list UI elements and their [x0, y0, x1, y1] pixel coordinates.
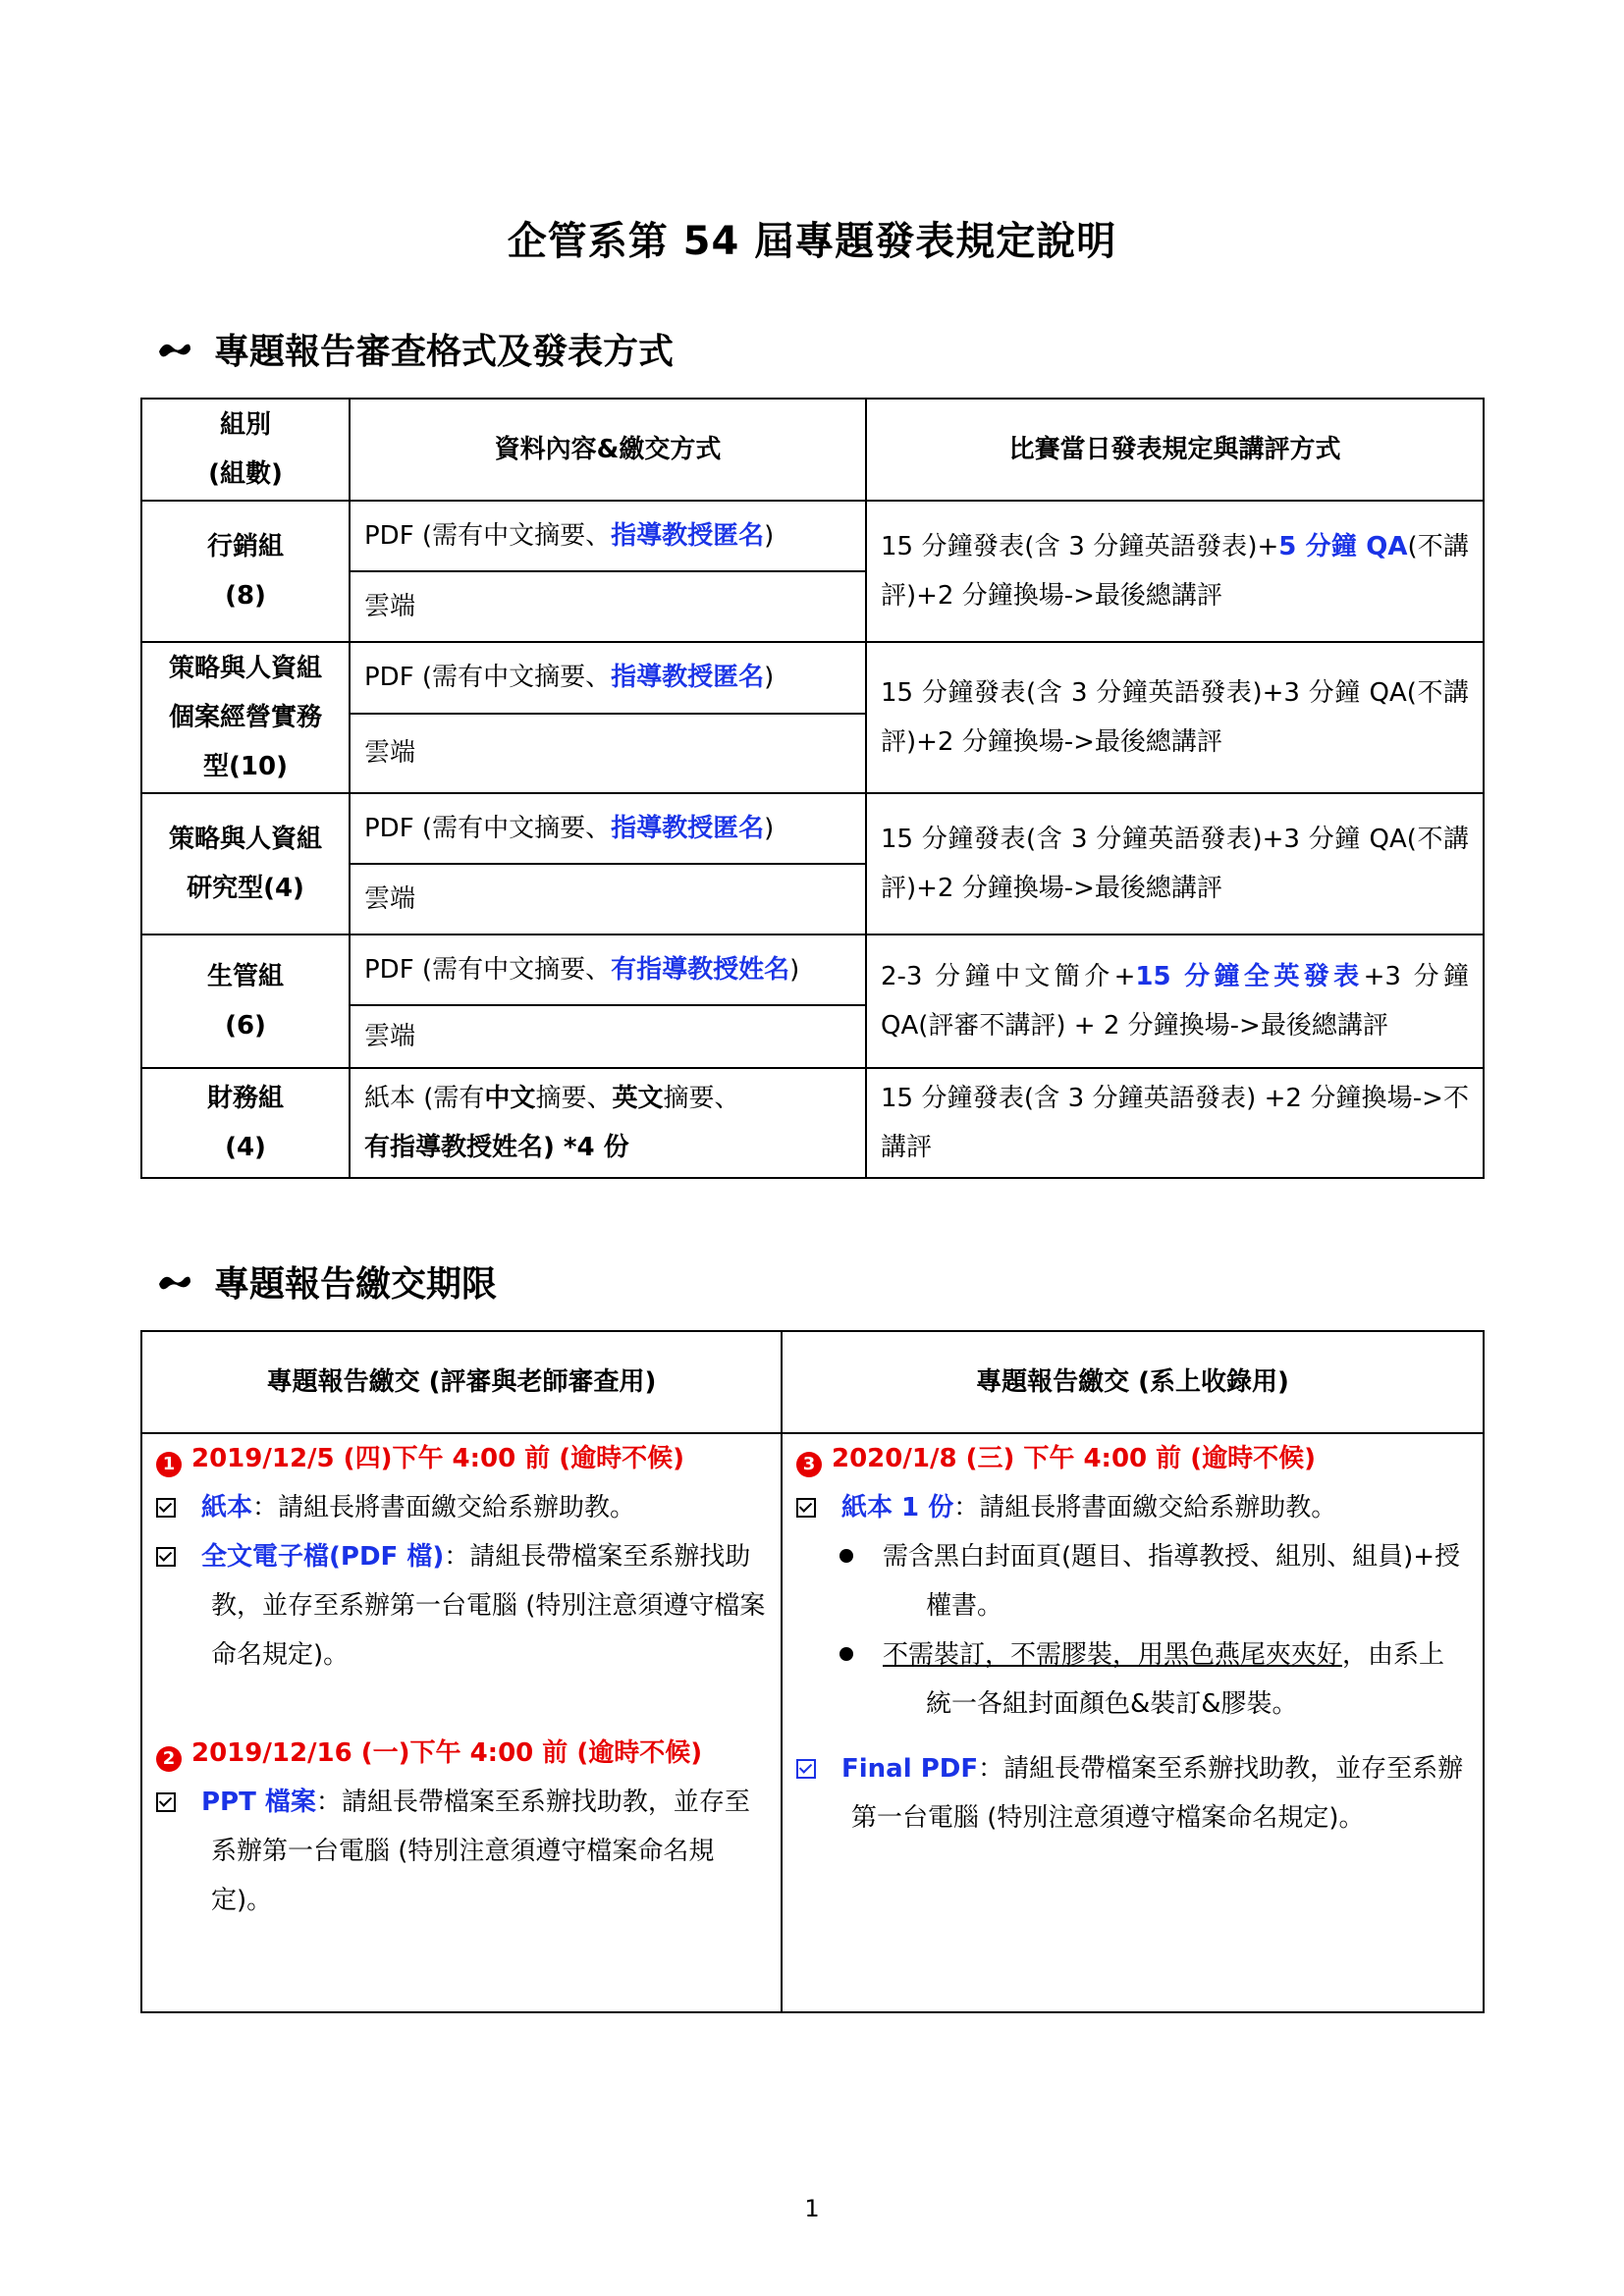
cloud-cell: 雲端 [350, 714, 866, 793]
number-3-icon: 3 [796, 1452, 822, 1477]
header-group: 組別 (組數) [141, 399, 350, 501]
group-cell: 生管組 (6) [141, 934, 350, 1068]
cloud-cell: 雲端 [350, 571, 866, 642]
group-cell: 行銷組 (8) [141, 501, 350, 642]
bullet-icon [839, 1647, 853, 1661]
checkbox-icon [156, 1498, 176, 1518]
page-number: 1 [804, 2195, 820, 2222]
number-2-icon: 2 [156, 1746, 182, 1772]
pdf-cell: PDF (需有中文摘要、指導教授匿名) [350, 501, 866, 571]
table-row [141, 501, 1484, 571]
page-title: 企管系第 54 屆專題發表規定說明 [507, 219, 1117, 264]
section-heading-label: 專題報告繳交期限 [214, 1264, 498, 1305]
checkbox-icon [796, 1498, 816, 1518]
section-heading-label: 專題報告審查格式及發表方式 [214, 332, 675, 372]
flourish-icon [157, 338, 192, 361]
pdf-cell: PDF (需有中文摘要、指導教授匿名) [350, 793, 866, 864]
checkbox-icon [796, 1759, 816, 1779]
cloud-cell: 雲端 [350, 1005, 866, 1068]
header-rules: 比賽當日發表規定與講評方式 [866, 399, 1484, 501]
flourish-icon [157, 1270, 192, 1294]
rule-cell: 15 分鐘發表(含 3 分鐘英語發表)+5 分鐘 QA(不講評)+2 分鐘換場->最後總講評 [866, 501, 1484, 642]
rule-cell: 15 分鐘發表(含 3 分鐘英語發表)+3 分鐘 QA(不講評)+2 分鐘換場->最後總講評 [866, 793, 1484, 934]
section-heading-deadline [157, 1256, 497, 1307]
deadline-table [140, 1330, 1485, 2013]
table-row [141, 642, 1484, 714]
pdf-cell: PDF (需有中文摘要、指導教授匿名) [350, 642, 866, 714]
section-heading-format [157, 324, 674, 374]
bullet-icon [839, 1549, 853, 1563]
group-cell: 策略與人資組 研究型(4) [141, 793, 350, 934]
cloud-cell: 雲端 [350, 864, 866, 934]
checkbox-icon [156, 1792, 176, 1812]
number-1-icon: 1 [156, 1452, 182, 1477]
rule-cell: 15 分鐘發表(含 3 分鐘英語發表) +2 分鐘換場->不講評 [866, 1068, 1484, 1178]
group-cell: 財務組 (4) [141, 1068, 350, 1178]
checkbox-icon [156, 1547, 176, 1567]
table-row [141, 793, 1484, 864]
format-table [140, 398, 1485, 1179]
left-header: 專題報告繳交 (評審與老師審查用) [141, 1331, 782, 1433]
left-deadlines: 1 2019/12/5 (四)下午 4:00 前 (逾時不候) 紙本：請組長將書面繳交給系辦助教。 全文電子檔(PDF 檔)：請組長帶檔案至系辦找助教，並存至系辦第一台電腦 (特別注意須遵守檔案命名規定)。 2 2019/12/16 (一)下午 4:00 前 (逾時不候) PPT 檔案：請組長帶檔案至系辦找助教，並存至系辦第一台電腦 (特別注意須遵守檔案命名規定)。 [141, 1433, 782, 2012]
right-header: 專題報告繳交 (系上收錄用) [782, 1331, 1484, 1433]
rule-cell: 2-3 分鐘中文簡介+15 分鐘全英發表+3 分鐘 QA(評審不講評) + 2 分鐘換場->最後總講評 [866, 934, 1484, 1068]
group-cell: 策略與人資組 個案經營實務 型(10) [141, 642, 350, 793]
header-content: 資料內容&繳交方式 [350, 399, 866, 501]
paper-cell: 紙本 (需有中文摘要、英文摘要、 有指導教授姓名) *4 份 [350, 1068, 866, 1178]
pdf-cell: PDF (需有中文摘要、有指導教授姓名) [350, 934, 866, 1005]
table-row [141, 1068, 1484, 1178]
table-row [141, 934, 1484, 1005]
right-deadlines: 3 2020/1/8 (三) 下午 4:00 前 (逾時不候) 紙本 1 份：請組長將書面繳交給系辦助教。 需含黑白封面頁(題目、指導教授、組別、組員)+授權書。 不需裝訂，不需膠裝，用黑色燕尾夾夾好，由系上統一各組封面顏色&裝訂&膠裝。 Final PDF：請組長帶檔案至系辦找助教，並存至系辦第一台電腦 (特別注意須遵守檔案命名規定)。 [782, 1433, 1484, 2012]
rule-cell: 15 分鐘發表(含 3 分鐘英語發表)+3 分鐘 QA(不講評)+2 分鐘換場->最後總講評 [866, 642, 1484, 793]
